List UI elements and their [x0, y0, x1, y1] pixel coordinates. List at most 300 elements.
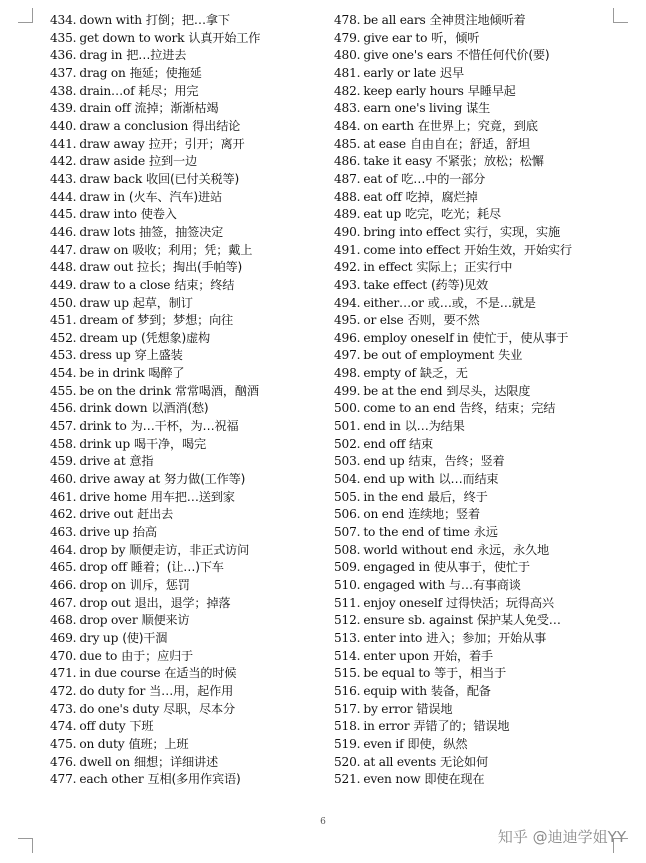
chinese-meaning: 自由自在；舒适，舒坦 [409, 136, 530, 151]
chinese-meaning: 即使，纵然 [407, 736, 468, 751]
english-phrase: each other [79, 772, 144, 787]
chinese-meaning: 下班 [129, 719, 154, 734]
chinese-meaning: 开始生效，开始实行 [463, 242, 572, 257]
chinese-meaning: 拉长；掏出(手帕等) [137, 260, 243, 275]
english-phrase: eat off [363, 189, 402, 204]
phrase-entry [50, 436, 320, 454]
english-phrase: drive home [79, 489, 147, 504]
english-phrase: drain…of [79, 83, 135, 98]
english-phrase: dream of [79, 313, 134, 328]
phrase-entry [334, 665, 634, 683]
entry-number: 444. [50, 189, 77, 204]
chinese-meaning: 不紧张；放松；松懈 [435, 154, 544, 169]
entry-number: 481. [334, 65, 361, 80]
english-phrase: on duty [79, 736, 125, 751]
english-phrase: enter into [363, 630, 423, 645]
entry-number: 441. [50, 136, 77, 151]
chinese-meaning: (药等)见效 [430, 277, 489, 292]
english-phrase: drive up [79, 525, 129, 540]
phrase-entry [334, 189, 634, 207]
entry-number: 500. [334, 401, 361, 416]
phrase-entry [50, 754, 320, 772]
entry-number: 499. [334, 383, 361, 398]
chinese-meaning: 实际上；正实行中 [416, 260, 513, 275]
entry-number: 471. [50, 666, 77, 681]
chinese-meaning: 穿上盛装 [134, 348, 183, 363]
phrase-entry [50, 171, 320, 189]
entry-number: 458. [50, 436, 77, 451]
chinese-meaning: 全神贯注地倾听着 [429, 13, 526, 27]
entry-number: 508. [334, 542, 361, 557]
chinese-meaning: 顺便走访，非正式访问 [129, 542, 250, 557]
entry-number: 515. [334, 666, 361, 681]
entry-number: 470. [50, 648, 77, 663]
english-phrase: or else [363, 313, 404, 328]
entry-number: 435. [50, 30, 77, 45]
chinese-meaning: 开始，着手 [433, 648, 493, 663]
phrase-entry [334, 12, 634, 30]
phrase-entry [50, 30, 320, 48]
chinese-meaning: 喝醉了 [148, 366, 185, 381]
phrase-entry [50, 206, 320, 224]
entry-number: 461. [50, 489, 77, 504]
chinese-meaning: 在世界上；究竟，到底 [417, 118, 538, 133]
entry-number: 437. [50, 65, 77, 80]
entry-number: 473. [50, 701, 77, 716]
entry-number: 503. [334, 454, 361, 469]
chinese-meaning: 认真开始工作 [188, 30, 261, 45]
chinese-meaning: 连续地；竖着 [408, 507, 481, 522]
chinese-meaning: 失业 [498, 348, 523, 363]
english-phrase: at all events [363, 754, 437, 769]
chinese-meaning: 使卷入 [140, 207, 177, 222]
chinese-meaning: 细想；详细讲述 [134, 754, 218, 769]
entry-number: 519. [334, 736, 361, 751]
entry-number: 513. [334, 630, 361, 645]
phrase-entry [334, 436, 634, 454]
chinese-meaning: 与…有事商谈 [448, 578, 521, 592]
chinese-meaning: 努力做(工作等) [164, 472, 246, 487]
phrase-entry [334, 524, 634, 542]
english-phrase: ensure sb. against [363, 613, 473, 628]
phrase-entry [334, 136, 634, 154]
phrase-entry [334, 118, 634, 136]
chinese-meaning: 拉开；引开；离开 [148, 136, 245, 151]
chinese-meaning: 耗尽；用完 [138, 83, 199, 98]
chinese-meaning: 迟早 [440, 65, 465, 80]
entry-number: 496. [334, 330, 361, 345]
chinese-meaning: 意指 [129, 454, 154, 469]
entry-number: 440. [50, 118, 77, 133]
phrase-entry [334, 718, 634, 736]
crop-mark-top-left [18, 8, 33, 23]
phrase-entry [50, 736, 320, 754]
english-phrase: draw into [79, 207, 137, 222]
chinese-meaning: 梦到；梦想；向往 [137, 313, 234, 328]
phrase-entry [50, 65, 320, 83]
entry-number: 501. [334, 419, 361, 434]
chinese-meaning: 拖延；使拖延 [129, 65, 202, 80]
phrase-entry [50, 136, 320, 154]
entry-number: 483. [334, 101, 361, 116]
phrase-entry [50, 12, 320, 30]
phrase-entry [50, 595, 320, 613]
entry-number: 464. [50, 542, 77, 557]
entry-number: 516. [334, 683, 361, 698]
phrase-entry [50, 612, 320, 630]
phrase-entry [334, 542, 634, 560]
english-phrase: drop over [79, 613, 138, 628]
phrase-entry [50, 330, 320, 348]
chinese-meaning: 吃完，吃光；耗尽 [405, 207, 501, 222]
entry-number: 490. [334, 224, 361, 239]
phrase-entry [334, 365, 634, 383]
entry-number: 466. [50, 578, 77, 592]
entry-number: 495. [334, 313, 361, 328]
entry-number: 497. [334, 348, 361, 363]
phrase-entry [50, 701, 320, 719]
entry-number: 476. [50, 754, 77, 769]
chinese-meaning: 以…而结束 [438, 472, 499, 487]
entry-number: 462. [50, 507, 77, 522]
phrase-entry [50, 295, 320, 313]
entry-number: 493. [334, 277, 361, 292]
entry-number: 512. [334, 613, 361, 628]
english-phrase: end up with [363, 472, 435, 487]
english-phrase: give one's ears [363, 48, 453, 63]
chinese-meaning: 结束；终结 [174, 277, 235, 292]
chinese-meaning: 早睡早起 [467, 83, 516, 98]
phrase-entry [50, 153, 320, 171]
english-phrase: drink up [79, 436, 131, 451]
english-phrase: on earth [363, 118, 414, 133]
entry-number: 438. [50, 83, 77, 98]
chinese-meaning: 为…干杯，为…祝福 [130, 419, 239, 434]
phrase-entry [334, 312, 634, 330]
chinese-meaning: 等于，相当于 [434, 666, 507, 681]
chinese-meaning: 以…为结果 [404, 419, 465, 434]
english-phrase: keep early hours [363, 83, 464, 98]
entry-number: 521. [334, 772, 361, 787]
chinese-meaning: 由于；应归于 [121, 648, 194, 663]
english-phrase: be all ears [363, 13, 426, 27]
phrase-entry [50, 542, 320, 560]
english-phrase: on end [363, 507, 405, 522]
english-phrase: engaged in [363, 560, 430, 575]
chinese-meaning: 顺便来访 [141, 613, 190, 628]
entry-number: 491. [334, 242, 361, 257]
english-phrase: in effect [363, 260, 413, 275]
english-phrase: in error [363, 719, 410, 734]
entry-number: 478. [334, 13, 361, 27]
chinese-meaning: 即使在现在 [424, 772, 485, 787]
phrase-entry [50, 665, 320, 683]
phrase-entry [334, 701, 634, 719]
chinese-meaning: 使忙于，使从事于 [472, 330, 569, 345]
phrase-entry [334, 506, 634, 524]
entry-number: 442. [50, 154, 77, 169]
english-phrase: draw up [79, 295, 129, 310]
english-phrase: dream up [79, 330, 137, 345]
phrase-entry [50, 277, 320, 295]
phrase-entry [50, 718, 320, 736]
phrase-entry [334, 383, 634, 401]
chinese-meaning: 吸收；利用；凭；戴上 [132, 242, 253, 257]
entry-number: 504. [334, 472, 361, 487]
english-phrase: end in [363, 419, 401, 434]
chinese-meaning: 或…或，不是…就是 [427, 295, 536, 310]
english-phrase: drive out [79, 507, 134, 522]
chinese-meaning: 不惜任何代价(要) [456, 48, 550, 63]
phrase-entry [334, 83, 634, 101]
english-phrase: end off [363, 436, 406, 451]
english-phrase: enter upon [363, 648, 430, 663]
phrase-entry [334, 771, 634, 789]
phrase-entry [50, 418, 320, 436]
entry-number: 439. [50, 101, 77, 116]
english-phrase: employ oneself in [363, 330, 469, 345]
chinese-meaning: 谋生 [466, 101, 491, 116]
entry-number: 502. [334, 436, 361, 451]
english-phrase: draw out [79, 260, 134, 275]
entry-number: 474. [50, 719, 77, 734]
english-phrase: drop out [79, 595, 131, 610]
left-column [50, 12, 320, 789]
english-phrase: eat of [363, 171, 398, 186]
chinese-meaning: 使从事于，使忙于 [433, 560, 530, 575]
chinese-meaning: 结束，告终；竖着 [408, 454, 505, 469]
phrase-entry [334, 330, 634, 348]
phrase-entry [334, 206, 634, 224]
chinese-meaning: 永远，永久地 [477, 542, 549, 557]
entry-number: 514. [334, 648, 361, 663]
english-phrase: bring into effect [363, 224, 461, 239]
phrase-entry [334, 153, 634, 171]
english-phrase: take it easy [363, 154, 432, 169]
phrase-entry [50, 471, 320, 489]
entry-number: 468. [50, 613, 77, 628]
english-phrase: drain off [79, 101, 131, 116]
chinese-meaning: 装备，配备 [430, 683, 491, 698]
chinese-meaning: 最后，终于 [427, 489, 488, 504]
entry-number: 469. [50, 630, 77, 645]
phrase-entry [334, 630, 634, 648]
english-phrase: drag in [79, 48, 123, 63]
phrase-entry [334, 242, 634, 260]
chinese-meaning: 实行，实现，实施 [464, 224, 560, 239]
phrase-entry [50, 489, 320, 507]
entry-number: 457. [50, 419, 77, 434]
phrase-entry [50, 312, 320, 330]
chinese-meaning: 错误地 [416, 701, 453, 716]
english-phrase: world without end [363, 542, 474, 557]
entry-number: 479. [334, 30, 361, 45]
chinese-meaning: 值班；上班 [128, 736, 189, 751]
entry-number: 443. [50, 171, 77, 186]
entry-number: 510. [334, 578, 361, 592]
phrase-entry [50, 118, 320, 136]
phrase-entry [334, 259, 634, 277]
chinese-meaning: 睡着；(让…)下车 [130, 560, 224, 575]
phrase-entry [50, 383, 320, 401]
entry-number: 506. [334, 507, 361, 522]
entry-number: 480. [334, 48, 361, 63]
phrase-entry [50, 683, 320, 701]
phrase-entry [334, 47, 634, 65]
english-phrase: enjoy oneself [363, 595, 442, 610]
entry-number: 498. [334, 366, 361, 381]
phrase-entry [50, 524, 320, 542]
english-phrase: get down to work [79, 30, 185, 45]
phrase-entry [334, 595, 634, 613]
chinese-meaning: (火车、汽车)进站 [128, 189, 222, 204]
chinese-meaning: 退出，退学；掉落 [134, 595, 231, 610]
english-phrase: drop by [79, 542, 126, 557]
phrase-entry [334, 559, 634, 577]
english-phrase: engaged with [363, 578, 445, 592]
english-phrase: draw in [79, 189, 125, 204]
chinese-meaning: 抽签，抽签决定 [139, 224, 224, 239]
entry-number: 450. [50, 295, 77, 310]
entry-number: 505. [334, 489, 361, 504]
chinese-meaning: 当…用，起作用 [149, 683, 234, 698]
chinese-meaning: 弄错了的；错误地 [413, 719, 510, 734]
phrase-entry [334, 347, 634, 365]
phrase-entry [50, 559, 320, 577]
english-phrase: come to an end [363, 401, 456, 416]
entry-number: 494. [334, 295, 361, 310]
entry-number: 446. [50, 224, 77, 239]
english-phrase: draw away [79, 136, 145, 151]
chinese-meaning: 吃掉，腐烂掉 [405, 189, 478, 204]
entry-number: 453. [50, 348, 77, 363]
phrase-entry [334, 295, 634, 313]
phrase-entry [334, 418, 634, 436]
phrase-entry [334, 489, 634, 507]
chinese-meaning: 把…拉进去 [126, 48, 187, 63]
entry-number: 460. [50, 472, 77, 487]
entry-number: 509. [334, 560, 361, 575]
chinese-meaning: 无论如何 [440, 754, 488, 769]
chinese-meaning: (凭想象)虚构 [140, 330, 210, 345]
chinese-meaning: 喝干净，喝完 [134, 436, 206, 451]
phrase-entry [334, 277, 634, 295]
chinese-meaning: 起草，制订 [132, 295, 193, 310]
entry-number: 482. [334, 83, 361, 98]
entry-number: 492. [334, 260, 361, 275]
chinese-meaning: 训斥，惩罚 [129, 578, 190, 592]
phrase-entry [50, 47, 320, 65]
phrase-entry [50, 453, 320, 471]
phrase-entry [334, 224, 634, 242]
entry-number: 451. [50, 313, 77, 328]
chinese-meaning: 过得快活；玩得高兴 [445, 595, 554, 610]
phrase-entry [334, 30, 634, 48]
phrase-entry [334, 171, 634, 189]
chinese-meaning: 缺乏，无 [419, 366, 468, 381]
chinese-meaning: 得出结论 [192, 118, 241, 133]
entry-number: 467. [50, 595, 77, 610]
entry-number: 463. [50, 525, 77, 540]
phrase-entry [50, 259, 320, 277]
chinese-meaning: 常常喝酒，酗酒 [174, 383, 259, 398]
phrase-entry [334, 453, 634, 471]
phrase-entry [50, 506, 320, 524]
english-phrase: be on the drink [79, 383, 171, 398]
phrase-entry [50, 630, 320, 648]
english-phrase: draw aside [79, 154, 145, 169]
entry-number: 520. [334, 754, 361, 769]
chinese-meaning: 尽职，尽本分 [163, 701, 236, 716]
phrase-entry [50, 347, 320, 365]
english-phrase: take effect [363, 277, 427, 292]
entry-number: 511. [334, 595, 361, 610]
english-phrase: empty of [363, 366, 416, 381]
entry-number: 489. [334, 207, 361, 222]
phrase-entry [50, 577, 320, 595]
entry-number: 436. [50, 48, 77, 63]
english-phrase: due to [79, 648, 118, 663]
entry-number: 484. [334, 118, 361, 133]
crop-mark-bottom-left [18, 838, 33, 853]
phrase-entry [334, 577, 634, 595]
entry-number: 434. [50, 13, 77, 27]
entry-number: 488. [334, 189, 361, 204]
phrase-entry [334, 612, 634, 630]
english-phrase: off duty [79, 719, 126, 734]
phrase-entry [50, 83, 320, 101]
phrase-entry [334, 65, 634, 83]
phrase-entry [50, 242, 320, 260]
chinese-meaning: (使)干涸 [122, 630, 168, 645]
english-phrase: eat up [363, 207, 402, 222]
english-phrase: be in drink [79, 366, 145, 381]
english-phrase: equip with [363, 683, 427, 698]
english-phrase: drive away at [79, 472, 161, 487]
chinese-meaning: 赶出去 [137, 507, 174, 522]
phrase-entry [50, 189, 320, 207]
chinese-meaning: 用车把…送到家 [150, 489, 235, 504]
phrase-entry [50, 100, 320, 118]
entry-number: 518. [334, 719, 361, 734]
english-phrase: at ease [363, 136, 406, 151]
watermark: 知乎 @迪迪学姐YY [497, 828, 626, 846]
phrase-entry [334, 736, 634, 754]
phrase-entry [50, 224, 320, 242]
entry-number: 517. [334, 701, 361, 716]
chinese-meaning: 拉到一边 [148, 154, 197, 169]
english-phrase: draw to a close [79, 277, 171, 292]
english-phrase: either…or [363, 295, 424, 310]
english-phrase: by error [363, 701, 413, 716]
chinese-meaning: 抬高 [132, 525, 157, 540]
entry-number: 486. [334, 154, 361, 169]
entry-number: 459. [50, 454, 77, 469]
chinese-meaning: 否则，要不然 [407, 313, 480, 328]
entry-number: 445. [50, 207, 77, 222]
english-phrase: be out of employment [363, 348, 495, 363]
chinese-meaning: 保护某人免受… [476, 613, 561, 628]
english-phrase: earn one's living [363, 101, 463, 116]
entry-number: 475. [50, 736, 77, 751]
english-phrase: drink down [79, 401, 148, 416]
phrase-entry [334, 471, 634, 489]
english-phrase: even if [363, 736, 404, 751]
english-phrase: draw back [79, 171, 143, 186]
english-phrase: to the end of time [363, 525, 470, 540]
entry-number: 472. [50, 683, 77, 698]
page-number: 6 [320, 817, 326, 827]
